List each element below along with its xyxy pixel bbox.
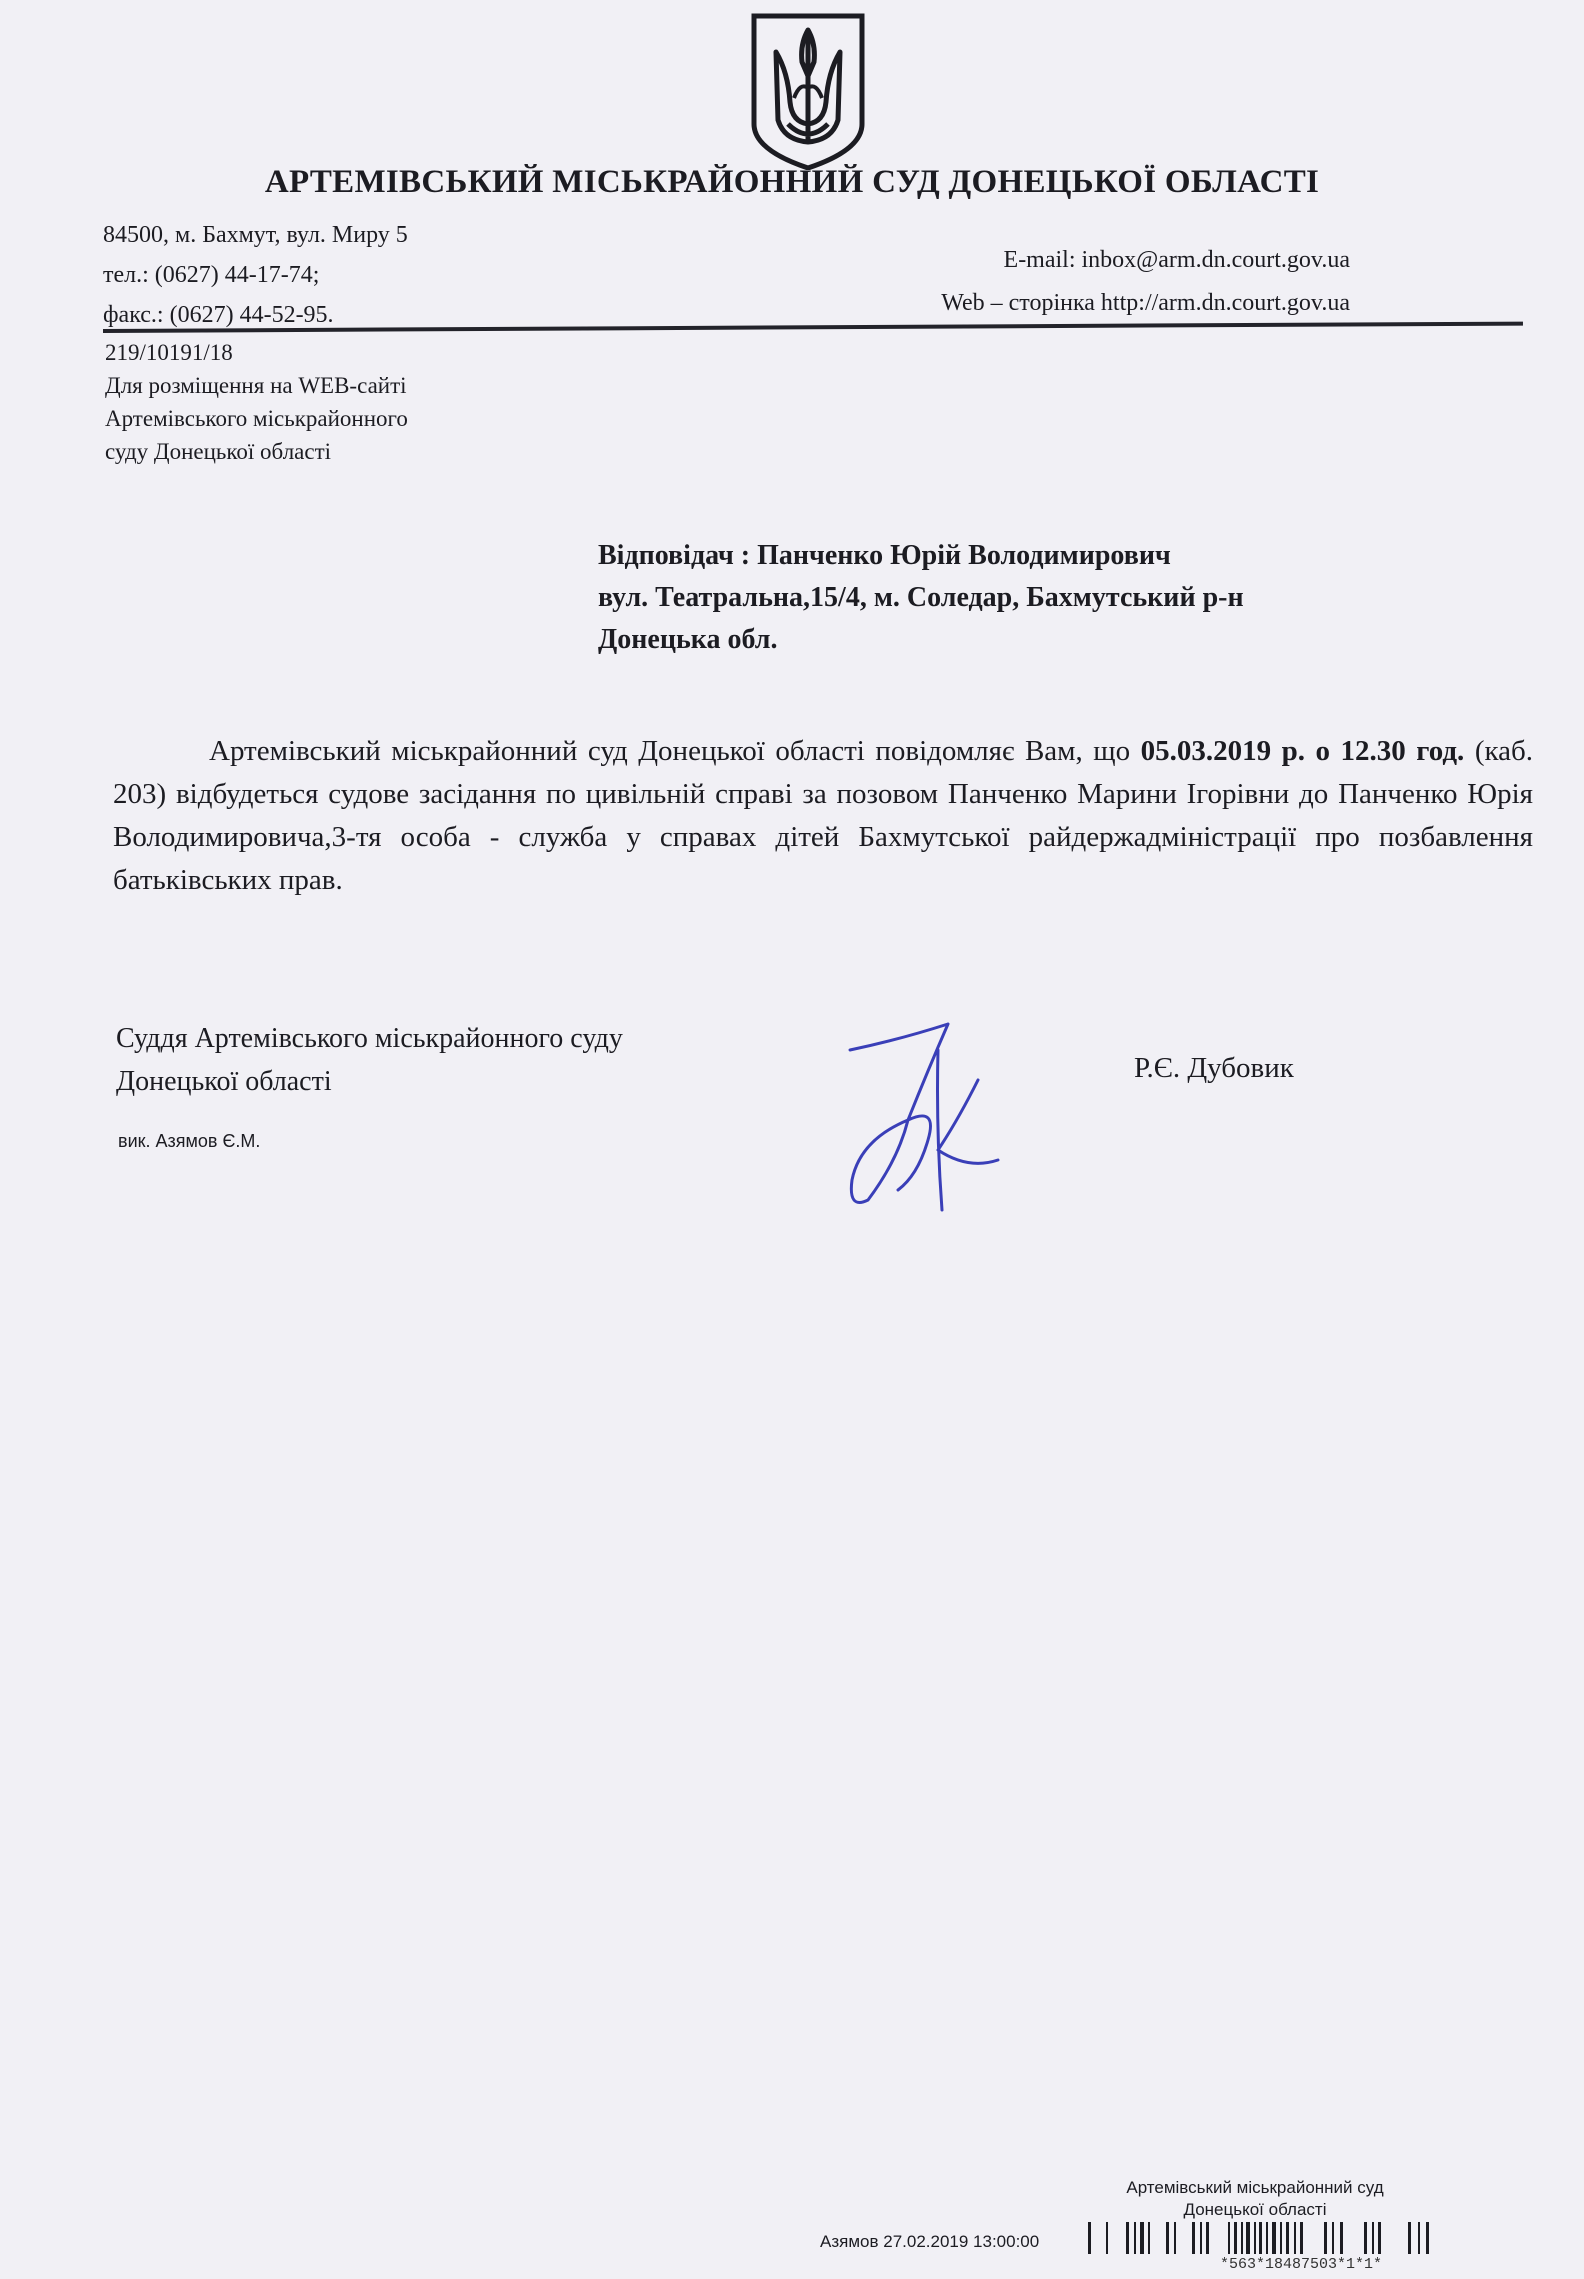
- court-address: 84500, м. Бахмут, вул. Миру 5: [103, 222, 408, 248]
- hearing-datetime: 05.03.2019 р. о 12.30 год.: [1140, 735, 1465, 767]
- registration-stamp-court-line1: Артемівський міськрайонний суд: [1126, 2178, 1384, 2197]
- judge-title-line1: Суддя Артемівського міськрайонного суду: [116, 1023, 623, 1054]
- notice-body-details: (каб. 203) відбудеться судове засідання по цивільній справі за позовом Панченко Марини Ігорівни до Панченко Юрія Володимировича,3-тя особа - служба у справах дітей Бахмутської райдержадміністрації про позбавлення батьківських прав.: [113, 735, 1534, 896]
- trident-coat-of-arms-icon: [748, 12, 868, 170]
- notice-body: [113, 730, 1533, 902]
- court-email: E-mail: inbox@arm.dn.court.gov.ua: [1003, 247, 1350, 273]
- handwritten-signature-icon: [838, 1010, 1008, 1215]
- publication-note-line2: Артемівського міськрайонного: [105, 406, 408, 431]
- recipient-region: Донецька обл.: [598, 624, 778, 655]
- publication-note-line1: Для розміщення на WEB-сайті: [105, 373, 407, 398]
- recipient-street: вул. Театральна,15/4, м. Соледар, Бахмутський р-н: [598, 582, 1244, 613]
- publication-note-line3: суду Донецької області: [105, 439, 332, 464]
- case-reference-number: 219/10191/18: [105, 340, 233, 365]
- recipient-name: Відповідач : Панченко Юрій Володимирович: [598, 540, 1171, 571]
- court-fax: факс.: (0627) 44-52-95.: [103, 302, 334, 328]
- notice-body-intro: Артемівський міськрайонний суд Донецької області повідомляє Вам, що: [209, 735, 1141, 767]
- court-phone: тел.: (0627) 44-17-74;: [103, 262, 320, 288]
- judge-name: Р.Є. Дубовик: [1134, 1052, 1294, 1084]
- executor-name: вик. Азямов Є.М.: [118, 1131, 261, 1151]
- court-web: Web – сторінка http://arm.dn.court.gov.ua: [941, 290, 1350, 316]
- judge-title-line2: Донецької області: [116, 1066, 332, 1097]
- court-name-heading: АРТЕМІВСЬКИЙ МІСЬКРАЙОННИЙ СУД ДОНЕЦЬКОЇ ОБЛАСТІ: [264, 164, 1320, 200]
- registration-stamp-date: Азямов 27.02.2019 13:00:00: [820, 2232, 1040, 2251]
- registration-stamp-court-line2: Донецької області: [1183, 2200, 1327, 2219]
- barcode-number: *563*18487503*1*1*: [1220, 2256, 1383, 2273]
- barcode-icon: [1088, 2220, 1558, 2256]
